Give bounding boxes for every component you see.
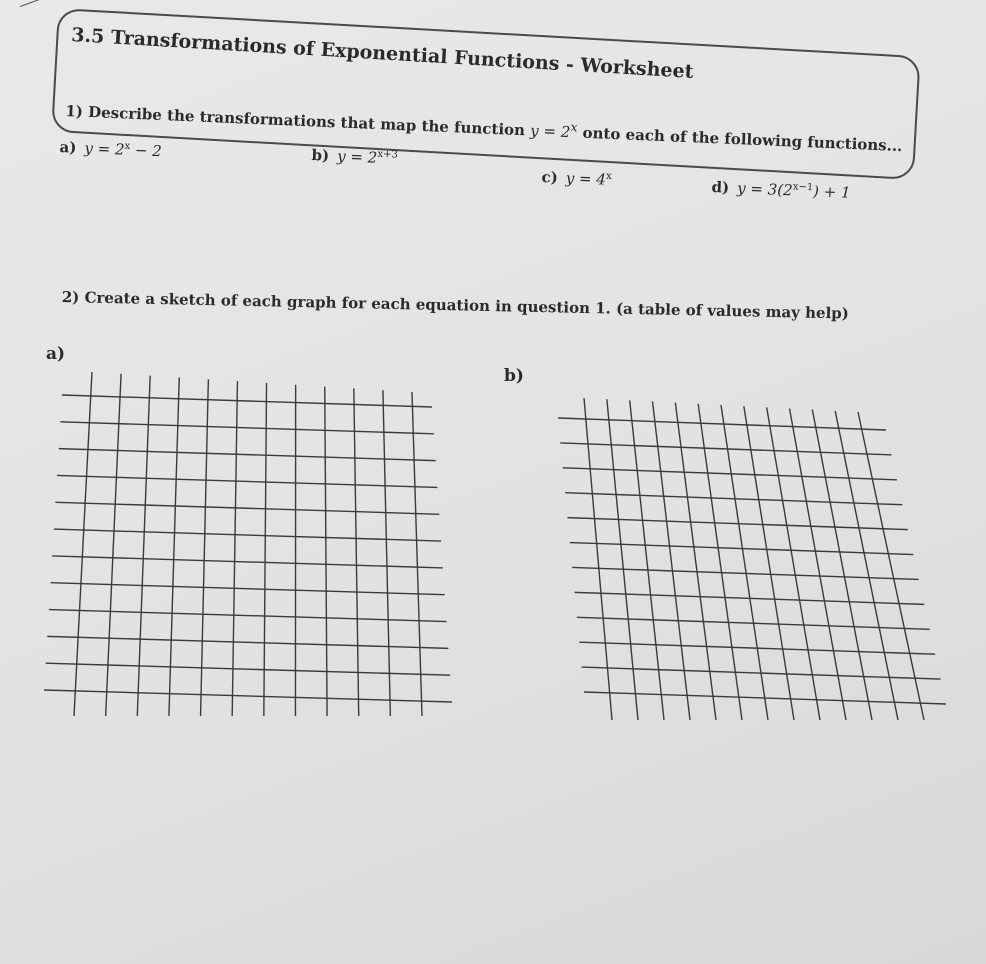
function-b: b) $y = 2^{x+3}$ <box>311 146 399 167</box>
base-function: $y = 2^x$ <box>529 119 578 142</box>
function-d: d) $y = 3(2^{x-1}) + 1$ <box>711 178 851 202</box>
grid-vertical-line <box>630 400 664 720</box>
question-1-text-after: onto each of the following functions... <box>582 123 903 156</box>
grid-vertical-line <box>675 403 716 720</box>
question-1-text: 1) Describe the transformations that map the function <box>65 101 526 140</box>
grid-vertical-line <box>698 404 742 720</box>
grid-vertical-line <box>607 399 638 720</box>
worksheet-title: 3.5 Transformations of Exponential Functions - Worksheet <box>70 24 695 83</box>
grid-vertical-line <box>584 398 612 720</box>
grid-vertical-line <box>790 409 847 721</box>
function-a: a) $y = 2^x - 2$ <box>59 138 163 161</box>
grid-vertical-line <box>812 410 872 720</box>
graph-a-label: a) <box>46 344 66 364</box>
function-c: c) $y = 4^x$ <box>541 168 612 189</box>
question-2: 2) Create a sketch of each graph for each equation in question 1. (a table of values may help) <box>61 288 850 323</box>
graph-b-label: b) <box>504 366 524 386</box>
grid-vertical-line <box>653 402 691 721</box>
grid-vertical-line <box>835 411 898 720</box>
grid-vertical-line <box>858 412 924 720</box>
